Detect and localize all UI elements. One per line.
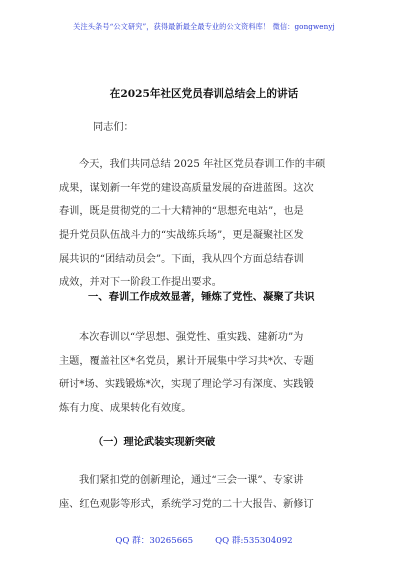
contact-footer <box>0 534 408 546</box>
paragraph-line: 今天，我们共同总结 2025 年社区党员春训工作的丰硕 <box>79 159 326 170</box>
paragraph-2 <box>59 326 351 421</box>
paragraph-line: 成果，谋划新一年党的建设高质量发展的奋进蓝图。这次 <box>59 182 314 194</box>
section-heading-1: 一、春训工作成效显著，锤炼了党性、凝聚了共识 <box>88 291 315 303</box>
promo-banner: 关注头条号“公文研究”，获得最新最全最专业的公文资料库！ 微信：gongwenyj <box>73 22 335 31</box>
paragraph-line: 主题，覆盖社区*名党员，累计开展集中学习共*次、专题 <box>59 355 314 367</box>
qq-group-2: QQ 群:535304092 <box>215 536 293 546</box>
paragraph-line: 本次春训以“学思想、强党性、重实践、建新功”为 <box>79 332 304 343</box>
paragraph-1 <box>59 153 351 295</box>
paragraph-line: 研讨*场、实践锻炼*次，实现了理论学习有深度、实践锻 <box>59 379 314 391</box>
paragraph-line: 展共识的“团结动员会”。下面，我从四个方面总结春训 <box>59 253 304 265</box>
paragraph-3 <box>59 469 351 516</box>
paragraph-line: 提升党员队伍战斗力的“实战练兵场”，更是凝聚社区发 <box>59 230 304 242</box>
paragraph-line: 春训，既是贯彻党的二十大精神的“思想充电站”，也是 <box>59 206 304 218</box>
document-title: 在2025年社区党员春训总结会上的讲话 <box>109 88 299 100</box>
paragraph-line: 炼有力度、成果转化有效度。 <box>59 403 192 415</box>
paragraph-line: 座、红色观影等形式，系统学习党的二十大报告、新修订 <box>59 498 314 510</box>
subsection-heading-1: （一）理论武装实现新突破 <box>93 436 216 448</box>
qq-group-1: QQ 群：30265665 <box>115 536 194 546</box>
salutation: 同志们： <box>93 122 134 133</box>
paragraph-line: 我们紧扣党的创新理论，通过“三会一课”、专家讲 <box>79 475 304 486</box>
paragraph-line: 成效，并对下一阶段工作提出要求。 <box>59 277 222 289</box>
